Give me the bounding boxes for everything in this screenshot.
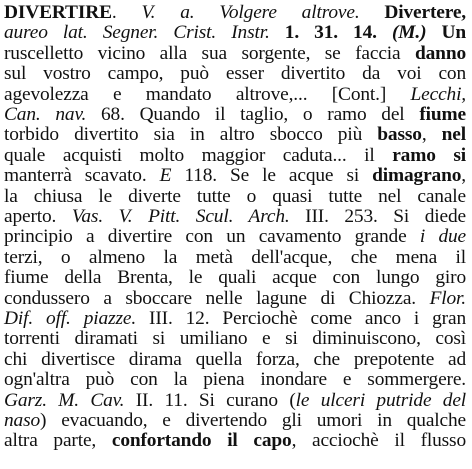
italic-text-segment: V. a. Volgere altrove. [141,2,360,23]
text-segment: . 12. Perciochè come anco i gran [167,308,466,329]
text-segment: principio a divertire con un cavamento grande [4,226,420,248]
bold-text-segment: basso [377,124,422,146]
text-segment: . 11. Si curano ( [148,389,296,411]
text-segment: manterrà scavato. [4,165,160,187]
bold-text-segment: Divertere, [359,2,466,23]
text-segment: altra parte, [4,430,112,452]
bold-text-segment: danno [415,42,466,64]
italic-text-segment: Lecchi, [410,83,466,105]
text-segment: fiume della Brenta, le quali acque con lungo giro [4,267,466,289]
text-segment: ) evacuando, e divertendo gli umori in qualche [40,410,466,431]
text-segment: la chiusa le diverte tutte o quasi tutte nel canale [4,185,466,207]
bold-text-segment: (M.) [391,22,427,44]
text-segment: 118. Se le acque si [171,165,373,187]
text-segment: aperto. [4,206,72,227]
italic-text-segment: Can. nav. [4,104,87,125]
italic-text-segment: le ulceri putride del [295,389,467,411]
text-segment: quale acquisti molto maggior caduta... il [4,144,393,166]
text-segment: ogn'altra può con la piena inondare e sommergere. [4,369,466,391]
bold-text-segment: confortando il capo [111,430,292,452]
text-segment: torrenti diramati si umiliano e si diminuiscono, così [4,328,466,350]
bold-text-segment: nel [441,124,466,146]
text-segment: . 253. Si diede [324,206,466,227]
italic-text-segment: naso [4,410,41,431]
italic-text-segment: Vas. V. Pitt. Scul. Arch. [71,206,290,227]
text-segment: terzi, o almeno la metà dell'acque, che mena il [4,246,466,268]
text-segment: torbido divertito sia in altro sbocco più [4,124,378,146]
italic-text-segment: E [159,165,172,187]
text-segment: , acciochè il flusso [291,430,466,452]
entry-line [4,429,466,452]
text-segment: ruscelletto vicino alla sua sorgente, se faccia [4,42,415,64]
italic-text-segment: Dif. off. piazze. [4,308,137,329]
roman-numeral-segment: III [136,308,168,329]
text-segment: , [421,124,442,146]
italic-text-segment: aureo lat. Segner. Crist. Instr. [4,22,270,44]
text-segment: agevolezza e mandato altrove,... [Cont.] [4,83,411,105]
bold-text-segment: ramo si [392,144,466,166]
text-segment: . [111,2,142,23]
text-segment: chi divertisce dirama quella forza, che prepotente ad [4,348,466,370]
text-segment: condussero a sboccare nelle lagune di Chiozza. [4,287,430,309]
text-segment: 68. Quando il taglio, o ramo del [86,104,420,125]
bold-text-segment: fiume [419,104,466,125]
text-segment: sul vostro campo, può esser divertito da voi con [4,63,466,85]
roman-numeral-segment: III [289,206,325,227]
italic-text-segment: Garz. M. Cav. [4,389,125,411]
text-segment: , [461,165,466,187]
bold-text-segment: 1. 31. 14. [269,22,392,44]
headword: DIVERTIRE [4,2,112,23]
italic-text-segment: Flor. [429,287,466,309]
bold-text-segment: Un [426,22,466,44]
bold-text-segment: dimagrano [372,165,462,187]
roman-numeral-segment: II [124,389,149,411]
italic-text-segment: i due [419,226,466,248]
